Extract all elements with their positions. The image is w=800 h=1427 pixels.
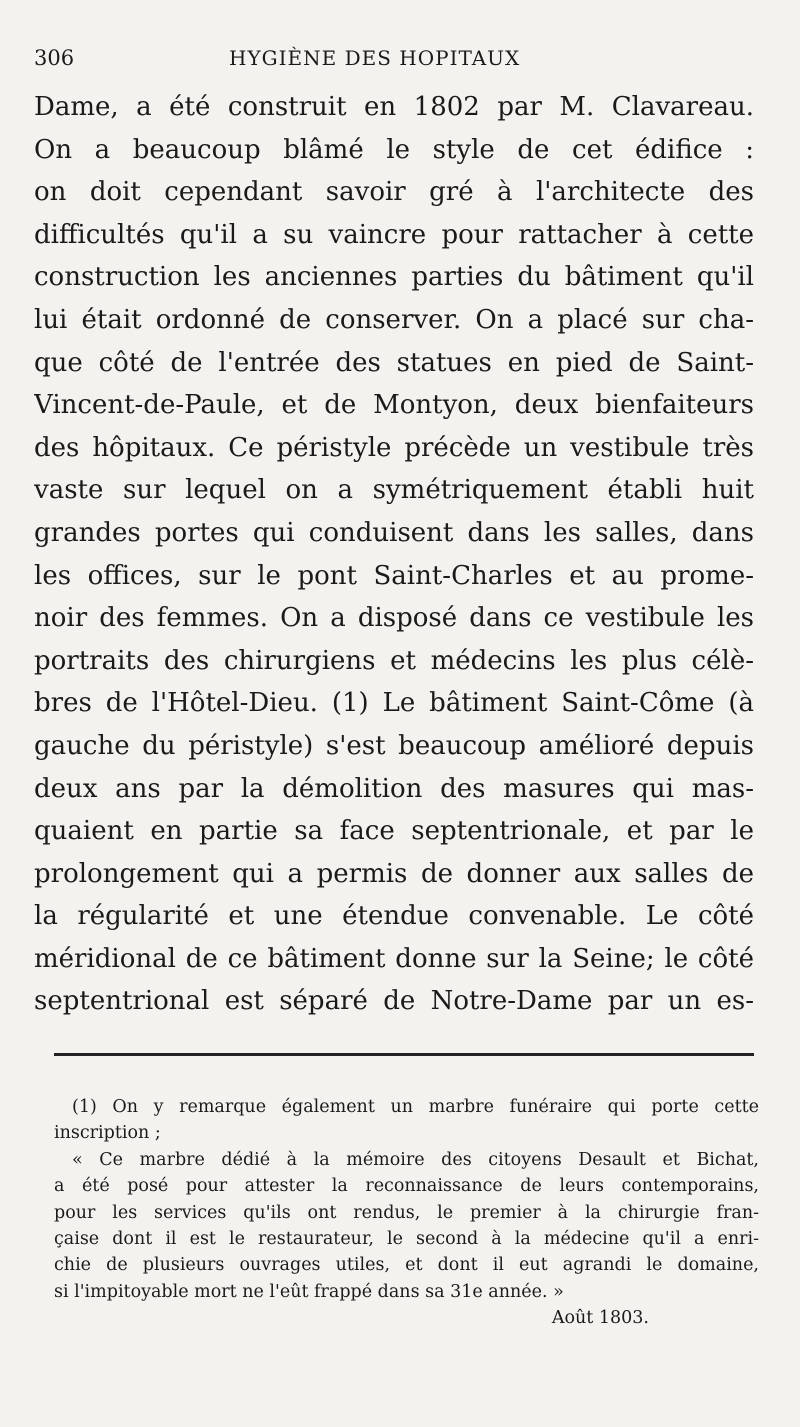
text-line: lui était ordonné de conserver. On a placé sur cha-	[34, 304, 754, 335]
footnote-line: inscription ;	[54, 1123, 161, 1144]
text-line: la régularité et une étendue convenable. Le côté	[34, 901, 754, 932]
text-line: prolongement qui a permis de donner aux salles de	[34, 858, 754, 889]
text-line: quaient en partie sa face septentrionale, et par le	[34, 816, 754, 847]
text-line: On a beaucoup blâmé le style de cet édifice :	[34, 134, 754, 165]
text-line: gauche du péristyle) s'est beaucoup amélioré depuis	[34, 730, 754, 761]
text-line: deux ans par la démolition des masures qui mas-	[34, 773, 754, 804]
text-line: difficultés qu'il a su vaincre pour rattacher à cette	[34, 219, 754, 250]
text-line: des hôpitaux. Ce péristyle précède un vestibule très	[34, 432, 754, 463]
footnote-separator	[54, 1053, 754, 1056]
text-line: méridional de ce bâtiment donne sur la Seine; le côté	[34, 943, 754, 974]
text-line: septentrional est séparé de Notre-Dame par un es-	[34, 986, 754, 1017]
text-line: Vincent-de-Paule, et de Montyon, deux bienfaiteurs	[34, 390, 754, 421]
text-line: grandes portes qui conduisent dans les salles, dans	[34, 517, 754, 548]
text-line: portraits des chirurgiens et médecins les plus célè-	[34, 645, 754, 676]
text-line: bres de l'Hôtel-Dieu. (1) Le bâtiment Saint-Côme (à	[34, 688, 754, 719]
footnote	[54, 1094, 759, 1332]
text-line: construction les anciennes parties du bâtiment qu'il	[34, 262, 754, 293]
footnote-date: Août 1803.	[551, 1308, 649, 1329]
running-head: HYGIÈNE DES HOPITAUX	[229, 46, 521, 70]
footnote-line: çaise dont il est le restaurateur, le second à la médecine qu'il a enri-	[54, 1228, 759, 1249]
page-header	[34, 40, 754, 80]
text-line: on doit cependant savoir gré à l'architecte des	[34, 177, 754, 208]
text-line: vaste sur lequel on a symétriquement établi huit	[34, 475, 754, 506]
footnote-line: (1) On y remarque également un marbre funéraire qui porte cette	[72, 1097, 759, 1117]
footnote-line: si l'impitoyable mort ne l'eût frappé dans sa 31e année. »	[54, 1281, 564, 1302]
text-line: noir des femmes. On a disposé dans ce vestibule les	[34, 603, 754, 634]
footnote-line: a été posé pour attester la reconnaissance de leurs contemporains,	[54, 1176, 759, 1197]
text-line: les offices, sur le pont Saint-Charles et au prome-	[34, 560, 754, 591]
text-line: Dame, a été construit en 1802 par M. Clavareau.	[34, 92, 754, 122]
body-text	[34, 86, 754, 1023]
footnote-line: chie de plusieurs ouvrages utiles, et dont il eut agrandi le domaine,	[54, 1255, 759, 1276]
text-line: que côté de l'entrée des statues en pied de Saint-	[34, 347, 754, 378]
footnote-line: pour les services qu'ils ont rendus, le premier à la chirurgie fran-	[54, 1202, 759, 1223]
page-number: 306	[34, 46, 75, 70]
footnote-line: « Ce marbre dédié à la mémoire des citoyens Desault et Bichat,	[72, 1149, 759, 1170]
